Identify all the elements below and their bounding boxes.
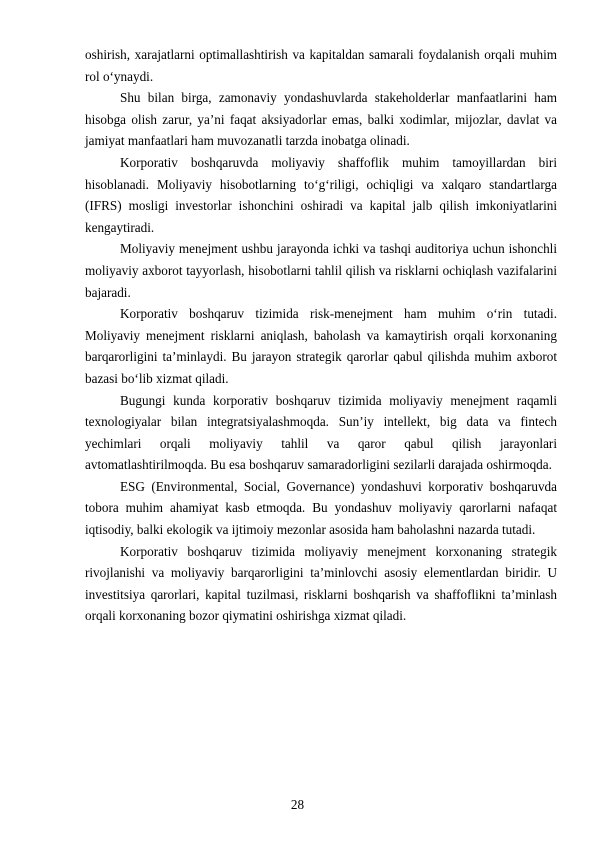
paragraph-conclusion: Korporativ boshqaruv tizimida moliyaviy menejment korxonaning strategik rivojlanishi va moliyaviy barqarorligini ta’minlovchi asosiy elementlardan biridir. U investitsiya qarorlari, kapital tuzilmasi, risklarni boshqarish va shaffoflikni ta’minlash orqali korxonaning bozor qiymatini oshirishga xizmat qiladi. — [85, 543, 557, 624]
paragraph-transparency: Korporativ boshqaruvda moliyaviy shaffoflik muhim tamoyillardan biri hisoblanadi. Moliyaviy hisobotlarning to‘g‘riligi, ochiqligi va xalqaro standartlarga (IFRS) mosligi investorlar ishonchini oshiradi va kapital jalb qilish imkoniyatlarini kengaytiradi. — [85, 154, 557, 235]
paragraph-risk-management: Korporativ boshqaruv tizimida risk-menejment ham muhim o‘rin tutadi. Moliyaviy menejment risklarni aniqlash, baholash va kamaytirish orqali korxonaning barqarorligini ta’minlaydi. Bu jarayon strategik qarorlar qabul qilishda muhim axborot bazasi bo‘lib xizmat qiladi. — [85, 306, 557, 386]
document-body — [85, 44, 557, 627]
paragraph-esg: ESG (Environmental, Social, Governance) yondashuvi korporativ boshqaruvda tobora muhim ahamiyat kasb etmoqda. Bu yondashuv moliyaviy qarorlarni nafaqat iqtisodiy, balki ekologik va ijtimoiy mezonlar asosida ham baholashni nazarda tutadi. — [85, 478, 557, 538]
paragraph-digital-technologies: Bugungi kunda korporativ boshqaruv tizimida moliyaviy menejment raqamli texnologiyalar bilan integratsiyalashmoqda. Sun’iy intellekt, big data va fintech yechimlari orqali moliyaviy tahlil va qaror qabul qilish jarayonlari avtomatlashtirilmoqda. Bu esa boshqaruv samaradorligini sezilarli darajada oshirmoqda. — [85, 392, 557, 473]
paragraph-stakeholders: Shu bilan birga, zamonaviy yondashuvlarda stakeholderlar manfaatlarini ham hisobga olish zarur, ya’ni faqat aksiyadorlar emas, balki xodimlar, mijozlar, davlat va jamiyat manfaatlari ham muvozanatli tarzda inobatga olinadi. — [85, 90, 557, 149]
page-number: 28 — [290, 797, 305, 812]
paragraph-continuation: oshirish, xarajatlarni optimallashtirish va kapitaldan samarali foydalanish orqali muhim rol o‘ynaydi. — [85, 47, 557, 84]
paragraph-financial-information: Moliyaviy menejment ushbu jarayonda ichki va tashqi auditoriya uchun ishonchli moliyaviy axborot tayyorlash, hisobotlarni tahlil qilish va risklarni ochiqlash vazifalarini bajaradi. — [85, 241, 557, 300]
